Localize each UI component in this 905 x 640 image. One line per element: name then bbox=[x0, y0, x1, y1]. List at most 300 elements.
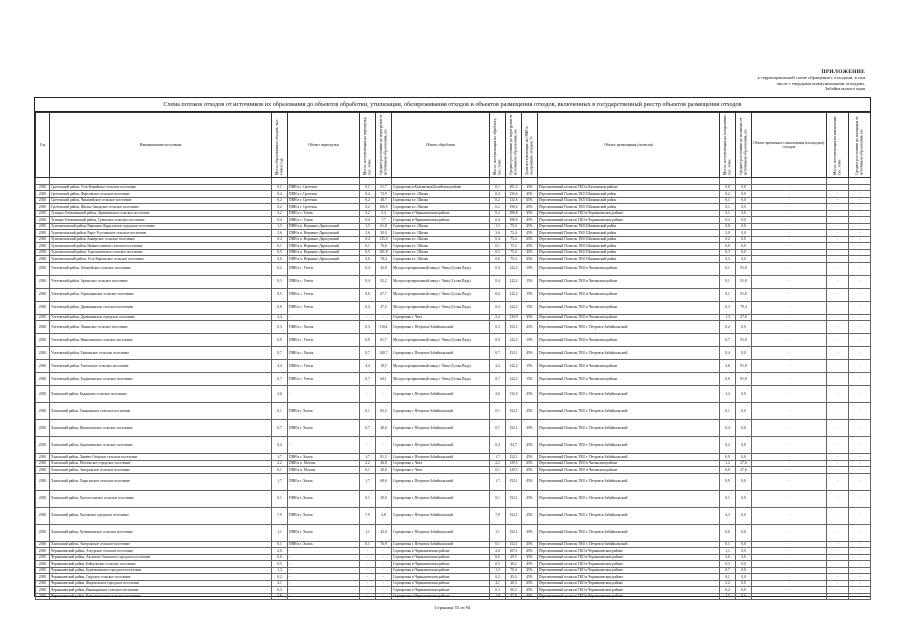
cell-empty: - bbox=[849, 347, 871, 360]
cell-d1: 72,9 bbox=[376, 191, 392, 198]
cell-empty: - bbox=[827, 467, 849, 474]
cell-m1: 0,1 bbox=[272, 541, 288, 548]
cell-empty: - bbox=[827, 262, 849, 275]
cell-d3: 0,0 bbox=[736, 217, 752, 224]
cell-m4: 0,1 bbox=[720, 275, 736, 288]
cell-d3: 0,0 bbox=[736, 524, 752, 541]
cell-d1: - bbox=[376, 437, 392, 454]
cell-obj1: ПВН в г. Сретенск bbox=[288, 191, 360, 198]
appendix-title: ПРИЛОЖЕНИЕ bbox=[821, 69, 865, 75]
cell-empty: - bbox=[849, 223, 871, 230]
cell-p: 45% bbox=[522, 490, 538, 507]
cell-m4: 0,3 bbox=[720, 561, 736, 568]
cell-d3: 91,8 bbox=[736, 288, 752, 301]
cell-empty: - bbox=[827, 561, 849, 568]
cell-m4: 0,6 bbox=[720, 524, 736, 541]
cell-d3: 27,6 bbox=[736, 460, 752, 467]
cell-year: 2030 bbox=[36, 386, 50, 403]
cell-empty: - bbox=[827, 249, 849, 256]
cell-d1: 181,8 bbox=[376, 249, 392, 256]
cell-obj1: ПВН в г. Хилок bbox=[288, 524, 360, 541]
cell-obj3: Перспективный Полигон ТКО Шилкинский район bbox=[538, 223, 720, 230]
cell-m1: 0,3 bbox=[272, 587, 288, 594]
cell-d2: 107,1 bbox=[506, 548, 522, 555]
cell-source: Хилокский район, Хилогосонское сельское поселение bbox=[50, 490, 272, 507]
cell-d2: 75,4 bbox=[506, 256, 522, 263]
cell-empty: - bbox=[752, 490, 827, 507]
cell-d3: 0,0 bbox=[736, 574, 752, 581]
cell-source: Хилокский район, Глинкинское сельское поселение bbox=[50, 403, 272, 420]
table-row bbox=[36, 490, 871, 507]
cell-year: 2030 bbox=[36, 360, 50, 373]
cell-empty: - bbox=[849, 386, 871, 403]
cell-source: Хилокский район, Могзонское городское поселение bbox=[50, 460, 272, 467]
cell-empty: - bbox=[827, 460, 849, 467]
cell-obj2: Сортировка г. Петровск-Забайкальский bbox=[392, 524, 490, 541]
cell-m1: 0,6 bbox=[272, 256, 288, 263]
cell-obj3: Перспективный Полигон ТКО в Читинском районе bbox=[538, 314, 720, 321]
cell-m1: 0,7 bbox=[272, 373, 288, 386]
cell-p: 45% bbox=[522, 223, 538, 230]
header-neutralization-object: Объект временного накопления (площадки), отходов bbox=[752, 113, 827, 178]
cell-p: 45% bbox=[522, 403, 538, 420]
cell-empty: - bbox=[827, 386, 849, 403]
cell-m2: 0,4 bbox=[360, 191, 376, 198]
cell-d3: 0,0 bbox=[736, 386, 752, 403]
cell-m2: 0,1 bbox=[360, 490, 376, 507]
cell-p: 45% bbox=[522, 561, 538, 568]
cell-obj1: ПВН в п. Вершино-Дарасунский bbox=[288, 236, 360, 243]
cell-obj1: ПВН в с. Улеты bbox=[288, 334, 360, 347]
cell-m3: 2,2 bbox=[490, 460, 506, 467]
cell-d3: 0,0 bbox=[736, 567, 752, 574]
cell-empty: - bbox=[752, 567, 827, 574]
cell-p: 45% bbox=[522, 321, 538, 334]
cell-source: Улетовский район, Артинское сельское поселение bbox=[50, 275, 272, 288]
cell-p: 45% bbox=[522, 314, 538, 321]
cell-p: 45% bbox=[522, 256, 538, 263]
cell-d2: 152,1 bbox=[506, 524, 522, 541]
cell-m3: 1,5 bbox=[490, 223, 506, 230]
cell-obj1: ПВН в г. Сретенск bbox=[288, 184, 360, 191]
table-row bbox=[36, 386, 871, 403]
cell-obj3: Перспективный Полигон ТКО г. Петровск-Забайкальский bbox=[538, 473, 720, 490]
cell-source: Хилокский район, Энгорокское сельское поселение bbox=[50, 467, 272, 474]
header-mass-to-transfer: Масса, поступающая на перегрузку, тыс. тонн bbox=[360, 113, 376, 178]
cell-source: Улетовский район, Николаевское сельское поселение bbox=[50, 334, 272, 347]
cell-m2: 0,5 bbox=[360, 249, 376, 256]
cell-empty: - bbox=[827, 321, 849, 334]
cell-empty: - bbox=[752, 360, 827, 373]
cell-source: Хилокский район, Энгорокское сельское поселение bbox=[50, 541, 272, 548]
cell-empty: - bbox=[827, 217, 849, 224]
cell-d3: 0,0 bbox=[736, 347, 752, 360]
cell-obj1: - bbox=[288, 593, 360, 600]
cell-obj1: - bbox=[288, 554, 360, 561]
cell-source: Тунгокоченский район, Тунгокоченское сельское поселение bbox=[50, 249, 272, 256]
cell-d2: 133,0 bbox=[506, 386, 522, 403]
cell-empty: - bbox=[849, 301, 871, 314]
cell-p: 45% bbox=[522, 548, 538, 555]
cell-d1: - bbox=[376, 554, 392, 561]
cell-m2: 3,6 bbox=[360, 230, 376, 237]
cell-d1: - bbox=[376, 567, 392, 574]
cell-empty: - bbox=[752, 561, 827, 568]
cell-source: Улетовский район, Дровянинское городское поселение bbox=[50, 314, 272, 321]
cell-empty: - bbox=[849, 256, 871, 263]
cell-obj2: Сортировка г. Чита bbox=[392, 460, 490, 467]
cell-p: 45% bbox=[522, 541, 538, 548]
cell-m2: - bbox=[360, 593, 376, 600]
cell-empty: - bbox=[849, 454, 871, 461]
cell-empty: - bbox=[827, 507, 849, 524]
cell-m2: 1,5 bbox=[360, 223, 376, 230]
table-row bbox=[36, 373, 871, 386]
cell-source: Чернышевский район, Гаурское сельское поселение bbox=[50, 574, 272, 581]
cell-empty: - bbox=[849, 490, 871, 507]
cell-m2: 4,4 bbox=[360, 360, 376, 373]
table-row bbox=[36, 420, 871, 437]
cell-d2: 94,7 bbox=[506, 437, 522, 454]
cell-obj3: Перспективный Полигон ТКО в Читинском районе bbox=[538, 301, 720, 314]
cell-m4: 0,2 bbox=[720, 191, 736, 198]
cell-empty: - bbox=[752, 262, 827, 275]
cell-m2: 0,3 bbox=[360, 321, 376, 334]
cell-d3: 0,0 bbox=[736, 561, 752, 568]
cell-obj1: ПВН в с. Улеты bbox=[288, 275, 360, 288]
cell-empty: - bbox=[849, 262, 871, 275]
cell-m4: 0,4 bbox=[720, 420, 736, 437]
cell-source: Хилокский район, Хушенгинское сельское поселение bbox=[50, 524, 272, 541]
cell-empty: - bbox=[752, 580, 827, 587]
cell-year: 2030 bbox=[36, 288, 50, 301]
cell-obj2: Сортировка в Чернышевском районе bbox=[392, 210, 490, 217]
cell-obj3: Перспективный Полигон ТКО г. Петровск-Забайкальский bbox=[538, 541, 720, 548]
cell-m4: 0,0 bbox=[720, 243, 736, 250]
cell-obj3: Перспективный Полигон ТКО в Читинском районе bbox=[538, 275, 720, 288]
cell-m2: 1,1 bbox=[360, 524, 376, 541]
cell-m3: 0,2 bbox=[490, 210, 506, 217]
table-row bbox=[36, 593, 871, 600]
cell-obj3: Перспективный полигон ТКО в Чернышевском районе bbox=[538, 580, 720, 587]
cell-d1: 82,3 bbox=[376, 403, 392, 420]
cell-obj2: Сортировка в Чернышевском районе bbox=[392, 548, 490, 555]
cell-p: 45% bbox=[522, 437, 538, 454]
cell-empty: - bbox=[849, 437, 871, 454]
cell-empty: - bbox=[849, 373, 871, 386]
cell-d2: 29,5 bbox=[506, 554, 522, 561]
table-row bbox=[36, 473, 871, 490]
cell-d2: 152,1 bbox=[506, 347, 522, 360]
cell-year: 2030 bbox=[36, 574, 50, 581]
cell-m4: 0,8 bbox=[720, 223, 736, 230]
cell-empty: - bbox=[752, 321, 827, 334]
cell-obj3: Перспективный Полигон ТКО в Читинском районе bbox=[538, 334, 720, 347]
cell-d3: 0,0 bbox=[736, 236, 752, 243]
table-row bbox=[36, 301, 871, 314]
cell-m3: 4,1 bbox=[490, 580, 506, 587]
cell-empty: - bbox=[752, 548, 827, 555]
cell-source: Хилокский район, Закультинское сельское поселение bbox=[50, 437, 272, 454]
cell-m2: - bbox=[360, 386, 376, 403]
cell-d1: 76,6 bbox=[376, 243, 392, 250]
cell-m4: 0,1 bbox=[720, 288, 736, 301]
cell-empty: - bbox=[752, 191, 827, 198]
cell-p: 15% bbox=[522, 360, 538, 373]
cell-d3: 0,0 bbox=[736, 191, 752, 198]
cell-d1: 5,4 bbox=[376, 210, 392, 217]
header-year: Год bbox=[36, 113, 50, 178]
cell-m4: 0,2 bbox=[720, 587, 736, 594]
cell-empty: - bbox=[752, 184, 827, 191]
cell-m4: 0,3 bbox=[720, 249, 736, 256]
cell-d2: 130,9 bbox=[506, 314, 522, 321]
cell-empty: - bbox=[752, 593, 827, 600]
cell-empty: - bbox=[752, 554, 827, 561]
cell-d2: 48,2 bbox=[506, 561, 522, 568]
cell-m4: 0,6 bbox=[720, 373, 736, 386]
table-row bbox=[36, 262, 871, 275]
cell-empty: - bbox=[752, 386, 827, 403]
cell-m4: 0,1 bbox=[720, 541, 736, 548]
cell-m1: 0,2 bbox=[272, 574, 288, 581]
cell-d3: 0,0 bbox=[736, 249, 752, 256]
cell-m1: 1,7 bbox=[272, 473, 288, 490]
cell-d1: 78,4 bbox=[376, 256, 392, 263]
cell-source: Хилокский район, Бадинское сельское поселение bbox=[50, 386, 272, 403]
cell-p: 15% bbox=[522, 301, 538, 314]
cell-obj3: Перспективный Полигон ТКО Шилкинский район bbox=[538, 191, 720, 198]
cell-m3: 0,9 bbox=[490, 334, 506, 347]
cell-obj2: Сортировка в г. Шилка bbox=[392, 197, 490, 204]
cell-d2: 70,4 bbox=[506, 567, 522, 574]
cell-year: 2030 bbox=[36, 217, 50, 224]
cell-obj3: Перспективный Полигон ТКО г. Петровск-Забайкальский bbox=[538, 454, 720, 461]
cell-d3: 0,0 bbox=[736, 437, 752, 454]
cell-m4: 0,0 bbox=[720, 184, 736, 191]
cell-empty: - bbox=[849, 593, 871, 600]
cell-obj3: Перспективный полигон ТКО в Чернышевском районе bbox=[538, 554, 720, 561]
cell-empty: - bbox=[849, 507, 871, 524]
cell-m2: 1,7 bbox=[360, 473, 376, 490]
cell-obj2: Мусоросортировочный завод г. Читы (Сухая Падь) bbox=[392, 360, 490, 373]
cell-m2: - bbox=[360, 587, 376, 594]
cell-d2: 301,2 bbox=[506, 184, 522, 191]
cell-source: Улетовский район, Аблатуйское сельское поселение bbox=[50, 262, 272, 275]
cell-source: Чернышевский район, Аксеново-Зиловское городское поселение bbox=[50, 554, 272, 561]
cell-m2: - bbox=[360, 580, 376, 587]
cell-year: 2030 bbox=[36, 347, 50, 360]
cell-empty: - bbox=[827, 204, 849, 211]
cell-d2: 129,5 bbox=[506, 467, 522, 474]
cell-obj2: Сортировка г. Петровск-Забайкальский bbox=[392, 437, 490, 454]
cell-empty: - bbox=[849, 561, 871, 568]
cell-empty: - bbox=[752, 197, 827, 204]
cell-d1: 67,7 bbox=[376, 288, 392, 301]
cell-year: 2030 bbox=[36, 587, 50, 594]
cell-m1: 0,7 bbox=[272, 420, 288, 437]
cell-source: Чернышевский район, Комсомольское сельское поселение bbox=[50, 593, 272, 600]
cell-obj2: Сортировка в Чернышевском районе bbox=[392, 574, 490, 581]
cell-d1: 2,8 bbox=[376, 507, 392, 524]
cell-obj3: Перспективный Полигон ТКО в Читинском районе bbox=[538, 360, 720, 373]
cell-obj2: Сортировка в Чернышевском районе bbox=[392, 217, 490, 224]
cell-d2: 152,1 bbox=[506, 454, 522, 461]
cell-m3: 0,1 bbox=[490, 541, 506, 548]
cell-d2: 152,1 bbox=[506, 473, 522, 490]
cell-obj2: Сортировка в Чернышевском районе bbox=[392, 593, 490, 600]
cell-d2: 152,1 bbox=[506, 490, 522, 507]
cell-d2: 75,4 bbox=[506, 236, 522, 243]
cell-p: 45% bbox=[522, 191, 538, 198]
cell-obj3: Перспективный Полигон ТКО в Читинском районе bbox=[538, 262, 720, 275]
cell-m2: 0,6 bbox=[360, 256, 376, 263]
cell-d2: 75,4 bbox=[506, 243, 522, 250]
cell-empty: - bbox=[849, 460, 871, 467]
cell-empty: - bbox=[827, 184, 849, 191]
table-row bbox=[36, 288, 871, 301]
header-mass-formed: Масса образованных отходов, тыс. тонн в год bbox=[272, 113, 288, 178]
cell-year: 2030 bbox=[36, 262, 50, 275]
cell-d2: 388,8 bbox=[506, 210, 522, 217]
cell-empty: - bbox=[827, 574, 849, 581]
cell-empty: - bbox=[752, 204, 827, 211]
cell-year: 2030 bbox=[36, 321, 50, 334]
cell-d3: 0,0 bbox=[736, 507, 752, 524]
cell-obj2: Мусоросортировочный завод г. Читы (Сухая Падь) bbox=[392, 334, 490, 347]
cell-d2: 20,3 bbox=[506, 580, 522, 587]
cell-empty: - bbox=[849, 243, 871, 250]
cell-empty: - bbox=[849, 210, 871, 217]
cell-p: 45% bbox=[522, 243, 538, 250]
cell-m3: 0,1 bbox=[490, 467, 506, 474]
cell-m3: 0,4 bbox=[490, 275, 506, 288]
cell-m2: - bbox=[360, 567, 376, 574]
cell-empty: - bbox=[752, 217, 827, 224]
cell-obj1: ПВН в г. Сретенск bbox=[288, 197, 360, 204]
cell-obj3: Перспективный Полигон ТКО Шилкинский район bbox=[538, 204, 720, 211]
cell-obj2: Сортировка г. Петровск-Забайкальский bbox=[392, 347, 490, 360]
cell-d3: 0,0 bbox=[736, 184, 752, 191]
cell-year: 2030 bbox=[36, 580, 50, 587]
cell-d2: 122,2 bbox=[506, 360, 522, 373]
cell-obj2: Мусоросортировочный завод г. Читы (Сухая Падь) bbox=[392, 288, 490, 301]
cell-d3: 0,0 bbox=[736, 473, 752, 490]
cell-d3: 91,8 bbox=[736, 262, 752, 275]
cell-m3: 0,2 bbox=[490, 204, 506, 211]
cell-obj3: Перспективный Полигон ТКО г. Петровск-Забайкальский bbox=[538, 524, 720, 541]
cell-m4: 0,7 bbox=[720, 567, 736, 574]
cell-empty: - bbox=[752, 373, 827, 386]
cell-d2: 152,1 bbox=[506, 507, 522, 524]
cell-d2: 45,3 bbox=[506, 574, 522, 581]
cell-p: 45% bbox=[522, 184, 538, 191]
cell-obj1: ПВН в с. Улеты bbox=[288, 360, 360, 373]
cell-obj2: Сортировка в Чернышевском районе bbox=[392, 580, 490, 587]
cell-m3: 4,4 bbox=[490, 360, 506, 373]
cell-m4: 0,2 bbox=[720, 321, 736, 334]
cell-d2: 152,1 bbox=[506, 403, 522, 420]
cell-obj1: ПВН в п. Вершино-Дарасунский bbox=[288, 249, 360, 256]
cell-obj1: ПВН в г. Хилок bbox=[288, 403, 360, 420]
cell-d3: 0,0 bbox=[736, 593, 752, 600]
cell-year: 2030 bbox=[36, 191, 50, 198]
cell-m1: 1,5 bbox=[272, 223, 288, 230]
cell-m2: 0,4 bbox=[360, 217, 376, 224]
cell-m3: 7,9 bbox=[490, 507, 506, 524]
cell-empty: - bbox=[752, 314, 827, 321]
cell-empty: - bbox=[827, 567, 849, 574]
cell-p: 45% bbox=[522, 386, 538, 403]
cell-d3: 91,8 bbox=[736, 360, 752, 373]
cell-d1: 30,0 bbox=[376, 490, 392, 507]
cell-m4: 0,2 bbox=[720, 217, 736, 224]
table-row bbox=[36, 524, 871, 541]
cell-m4: 4,3 bbox=[720, 507, 736, 524]
cell-obj1: ПВН в п. Могзон bbox=[288, 467, 360, 474]
cell-m2: 0,2 bbox=[360, 204, 376, 211]
cell-m1: 2,4 bbox=[272, 314, 288, 321]
cell-obj1: ПВН в г. Хилок bbox=[288, 454, 360, 461]
table-row bbox=[36, 275, 871, 288]
cell-obj1: - bbox=[288, 580, 360, 587]
cell-m1: 0,5 bbox=[272, 288, 288, 301]
cell-d2: 156,6 bbox=[506, 191, 522, 198]
cell-obj1: - bbox=[288, 437, 360, 454]
cell-source: Сретенский район, Чикичейское сельское поселение bbox=[50, 197, 272, 204]
cell-m1: 2,8 bbox=[272, 593, 288, 600]
cell-d1: 51,7 bbox=[376, 184, 392, 191]
cell-obj3: Перспективный Полигон ТКО в Читинском районе bbox=[538, 460, 720, 467]
cell-empty: - bbox=[752, 243, 827, 250]
cell-obj1: ПВН в г. Хилок bbox=[288, 490, 360, 507]
cell-m1: 0,1 bbox=[272, 467, 288, 474]
cell-m3: 0,4 bbox=[490, 236, 506, 243]
cell-m2: 0,2 bbox=[360, 197, 376, 204]
cell-year: 2030 bbox=[36, 301, 50, 314]
cell-p: 45% bbox=[522, 420, 538, 437]
cell-obj3: Перспективный полигон ТКО в Чернышевском районе bbox=[538, 210, 720, 217]
cell-obj1: ПВН в с. Тупик bbox=[288, 210, 360, 217]
cell-d3: 0,0 bbox=[736, 230, 752, 237]
cell-m1: 0,3 bbox=[272, 275, 288, 288]
cell-empty: - bbox=[849, 197, 871, 204]
cell-empty: - bbox=[849, 204, 871, 211]
cell-empty: - bbox=[849, 541, 871, 548]
cell-d2: 122,2 bbox=[506, 288, 522, 301]
cell-year: 2030 bbox=[36, 561, 50, 568]
cell-obj2: Мусоросортировочный завод г. Читы (Сухая Падь) bbox=[392, 373, 490, 386]
cell-d3: 0,0 bbox=[736, 548, 752, 555]
cell-obj2: Сортировка в г. Шилка bbox=[392, 204, 490, 211]
cell-p: 45% bbox=[522, 210, 538, 217]
cell-empty: - bbox=[752, 541, 827, 548]
cell-obj2: Сортировка в Чернышевском районе bbox=[392, 554, 490, 561]
cell-m4: 3,8 bbox=[720, 360, 736, 373]
cell-m1: 0,5 bbox=[272, 561, 288, 568]
cell-m1: 0,1 bbox=[272, 243, 288, 250]
cell-d3: 0,0 bbox=[736, 587, 752, 594]
cell-source: Улетовский район, Дровянинское сельское поселение bbox=[50, 301, 272, 314]
cell-empty: - bbox=[752, 460, 827, 467]
cell-empty: - bbox=[849, 288, 871, 301]
header-mass-to-processing: Масса, поступающая на обработку, тыс. тонн bbox=[490, 113, 506, 178]
cell-m2: - bbox=[360, 561, 376, 568]
cell-empty: - bbox=[752, 467, 827, 474]
cell-empty: - bbox=[827, 473, 849, 490]
cell-obj1: ПВН в с. Улеты bbox=[288, 262, 360, 275]
cell-obj3: Перспективный полигон ТКО в Чернышевском районе bbox=[538, 587, 720, 594]
